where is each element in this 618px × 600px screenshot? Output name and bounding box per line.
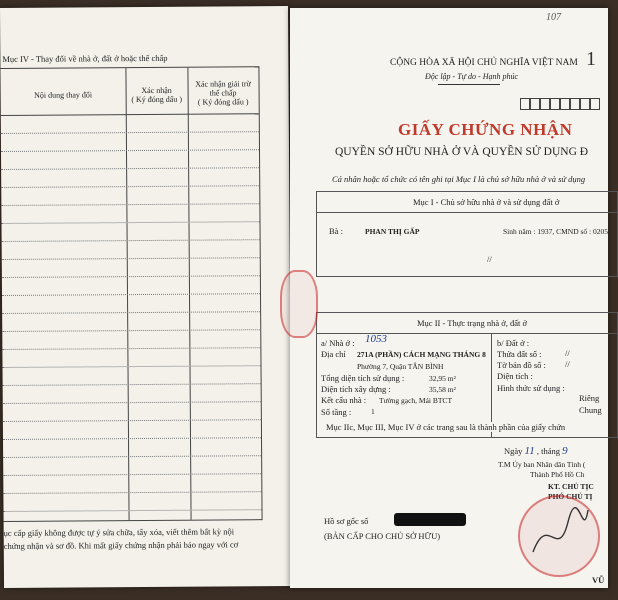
parcel-mark: //	[565, 348, 570, 358]
table-row-line	[1, 185, 259, 188]
col-header-confirm: Xác nhận ( Ký đóng dấu )	[131, 85, 183, 105]
parcel-label: Thửa đất số :	[497, 349, 542, 359]
section-i-title: Mục I - Chủ sở hữu nhà ở và sử dụng đất ở	[413, 197, 560, 207]
area-use-label: Tổng diện tích sử dụng :	[321, 373, 405, 383]
table-row-line	[3, 383, 261, 386]
number-cell	[550, 98, 560, 110]
table-row-line	[2, 347, 260, 350]
table-row-line	[2, 329, 260, 332]
changes-table	[0, 66, 262, 522]
signature-icon	[528, 502, 592, 566]
signer-line-1: T.M Ủy ban Nhân dân Tỉnh (	[498, 460, 586, 469]
address-label: Địa chỉ	[321, 349, 346, 359]
floors-value: 1	[371, 407, 375, 416]
area-use-value: 32,95 m²	[429, 374, 456, 383]
section-iv-title: Mục IV - Thay đổi về nhà ở, đất ở hoặc thế chấp	[2, 52, 168, 64]
file-label: Hồ sơ gốc số	[324, 516, 369, 526]
number-cell	[580, 98, 590, 110]
house-label: a/ Nhà ở :	[321, 338, 355, 348]
structure-value: Tường gạch, Mái BTCT	[379, 396, 453, 405]
table-row-line	[4, 509, 262, 512]
number-cell	[560, 98, 570, 110]
col-header-content: Nội dung thay đổi	[34, 90, 93, 100]
table-row-line	[2, 311, 260, 314]
table-row-line	[1, 131, 259, 134]
corner-digit: 1	[586, 48, 596, 70]
section-i-box	[316, 191, 618, 277]
map-label: Tờ bản đồ số :	[497, 360, 546, 370]
table-row-line	[2, 221, 260, 224]
page-stamp-icon	[280, 270, 318, 338]
signer-line-4: PHÓ CHỦ TỊ	[548, 492, 593, 501]
table-row-line	[3, 473, 261, 476]
left-page	[0, 6, 292, 588]
number-cell	[590, 98, 600, 110]
owner-prefix: Bà :	[329, 226, 343, 236]
structure-label: Kết cấu nhà :	[321, 395, 367, 405]
table-row-line	[3, 491, 261, 494]
table-row-line	[1, 149, 259, 152]
map-mark: //	[565, 359, 570, 369]
certificate-title: GIẤY CHỨNG NHẬN	[398, 120, 573, 139]
shared-label: Chung	[579, 405, 602, 415]
signer-line-3: KT. CHỦ TỊC	[548, 482, 594, 491]
motto-underline	[438, 84, 500, 85]
table-row-line	[1, 167, 259, 170]
area-build-label: Diện tích xây dựng :	[321, 384, 391, 394]
notice-line-1: ục cấp giấy không được tự ý sửa chữa, tẩy xóa, viết thêm bất kỳ nội	[3, 526, 235, 538]
land-area-label: Diện tích :	[497, 371, 533, 381]
redacted-block	[394, 513, 466, 526]
table-row-line	[2, 239, 260, 242]
section-ii-box	[316, 312, 618, 438]
table-row-line	[3, 437, 261, 440]
sections-note: Mục IIc, Mục III, Mục IV ở các trang sau là thành phần của giấy chứn	[326, 422, 566, 432]
section-ii-title: Mục II - Thực trạng nhà ở, đất ở	[417, 318, 527, 328]
private-label: Riêng	[579, 393, 600, 403]
floors-label: Số tầng :	[321, 407, 352, 417]
signer-line-2: Thành Phố Hồ Ch	[530, 470, 585, 479]
ward-value: Phường 7, Quận TÂN BÌNH	[357, 362, 444, 371]
right-page	[290, 8, 608, 588]
owner-name: PHAN THỊ GẤP	[365, 227, 420, 236]
issued-to: (BẢN CẤP CHO CHỦ SỞ HỮU)	[324, 531, 441, 541]
table-row-line	[3, 365, 261, 368]
empty-mark: //	[487, 254, 492, 264]
table-row-line	[3, 455, 261, 458]
area-build-value: 35,58 m²	[429, 385, 456, 394]
number-cell	[530, 98, 540, 110]
table-row-line	[2, 293, 260, 296]
table-row-line	[3, 401, 261, 404]
number-cell	[540, 98, 550, 110]
certificate-subtitle: QUYỀN SỞ HỮU NHÀ Ở VÀ QUYỀN SỬ DỤNG Đ	[335, 146, 589, 158]
table-row-line	[3, 419, 261, 422]
table-row-line	[2, 275, 260, 278]
land-label: b/ Đất ở :	[497, 338, 530, 348]
use-form-label: Hình thức sử dụng :	[497, 383, 565, 393]
table-row-line	[2, 257, 260, 260]
table-row-line	[1, 203, 259, 206]
notice-line-2: chứng nhận và sơ đồ. Khi mất giấy chứng nhận phải báo ngay với cơ	[3, 539, 239, 551]
owner-birth: Sinh năm : 1937, CMND số : 0205	[503, 227, 609, 236]
date-line: Ngày 11 , tháng 9	[504, 445, 568, 457]
signer-name: VŨ	[592, 575, 605, 585]
national-title: CỘNG HÒA XÃ HỘI CHỦ NGHĨA VIỆT NAM	[390, 58, 578, 68]
address-value: 271A (PHẦN) CÁCH MẠNG THÁNG 8	[357, 350, 486, 359]
corner-number: 107	[546, 12, 561, 23]
intro-text: Cá nhân hoặc tổ chức có tên ghi tại Mục I là chủ sở hữu nhà ở và sử dụng	[332, 174, 586, 184]
number-cell	[520, 98, 530, 110]
number-cell	[570, 98, 580, 110]
house-number: 1053	[365, 333, 387, 345]
col-header-release: Xác nhận giải trừ thế chấp ( Ký đóng dấu )	[195, 79, 251, 107]
motto: Độc lập - Tự do - Hạnh phúc	[425, 72, 519, 81]
